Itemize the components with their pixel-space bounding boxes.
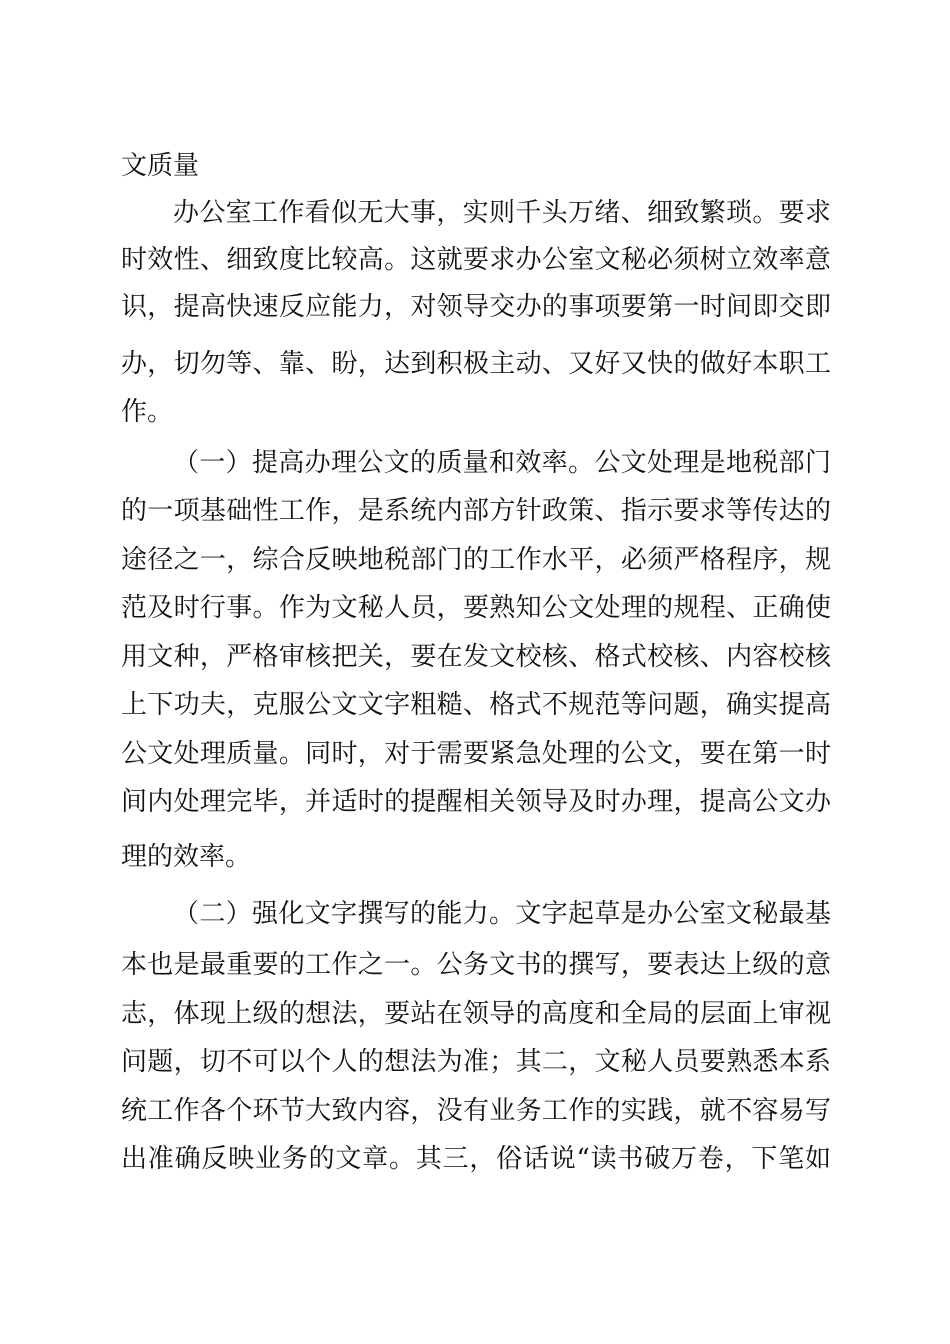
text-line: 本也是最重要的工作之一。公务文书的撰写，要表达上级的意 (121, 950, 831, 980)
text-line: （一）提高办理公文的质量和效率。公文处理是地税部门 (173, 448, 831, 478)
text-line: 文质量 (121, 151, 200, 181)
text-line: 时效性、细致度比较高。这就要求办公室文秘必须树立效率意 (121, 245, 831, 275)
text-line: 志，体现上级的想法，要站在领导的高度和全局的层面上审视 (121, 999, 831, 1029)
text-line: 办公室工作看似无大事，实则千头万绪、细致繁琐。要求 (173, 198, 831, 228)
text-line: 办，切勿等、靠、盼，达到积极主动、又好又快的做好本职工 (121, 349, 831, 379)
text-line: 上下功夫，克服公文文字粗糙、格式不规范等问题，确实提高 (121, 690, 831, 720)
text-line: 问题，切不可以个人的想法为准；其二，文秘人员要熟悉本系 (121, 1047, 831, 1077)
text-line: 间内处理完毕，并适时的提醒相关领导及时办理，提高公文办 (121, 787, 831, 817)
text-line: 范及时行事。作为文秘人员，要熟知公文处理的规程、正确使 (121, 593, 831, 623)
text-line: 识，提高快速反应能力，对领导交办的事项要第一时间即交即 (121, 292, 831, 322)
text-line: （二）强化文字撰写的能力。文字起草是办公室文秘最基 (173, 899, 831, 929)
text-line: 的一项基础性工作，是系统内部方针政策、指示要求等传达的 (121, 496, 831, 526)
text-line: 公文处理质量。同时，对于需要紧急处理的公文，要在第一时 (121, 739, 831, 769)
text-line: 用文种，严格审核把关，要在发文校核、格式校核、内容校核 (121, 642, 831, 672)
text-line: 出准确反映业务的文章。其三，俗话说“读书破万卷，下笔如 (121, 1144, 831, 1174)
text-line: 途径之一，综合反映地税部门的工作水平，必须严格程序，规 (121, 545, 831, 575)
text-line: 理的效率。 (121, 842, 252, 872)
text-line: 统工作各个环节大致内容，没有业务工作的实践，就不容易写 (121, 1096, 831, 1126)
text-line: 作。 (121, 397, 174, 427)
